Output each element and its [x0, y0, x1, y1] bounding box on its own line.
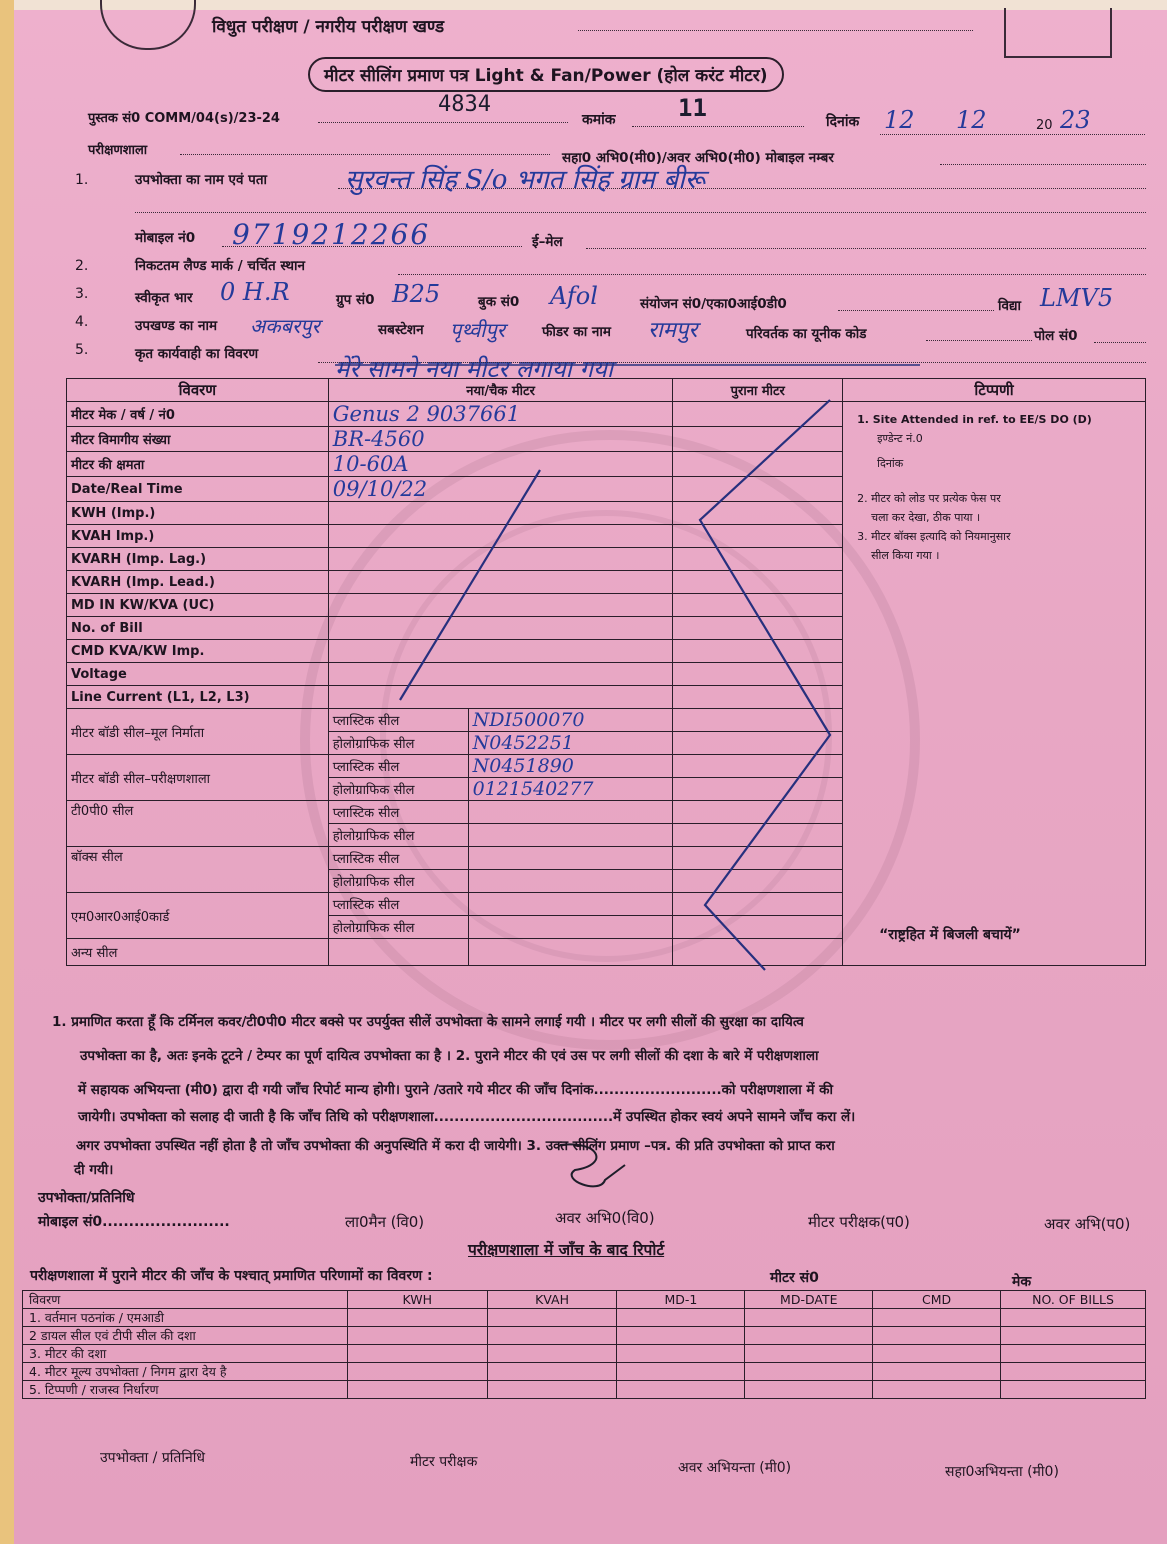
slogan: “राष्ट्रहित में बिजली बचायें” [879, 927, 1021, 943]
header-remarks: टिप्पणी [843, 379, 1146, 402]
row-label: मीटर विमागीय संख्या [67, 427, 329, 452]
footer-je: अवर अभियन्ता (मी0) [678, 1460, 792, 1476]
sig-tester: मीटर परीक्षक(प0) [808, 1213, 910, 1231]
row-label: Date/Real Time [67, 477, 329, 502]
email-label: ई–मेल [532, 234, 563, 250]
action-value: मेंरे सामने नया मीटर लगाया गया [335, 355, 614, 383]
feeder-label: फीडर का नाम [542, 324, 611, 340]
declaration-line: उपभोक्ता का है, अतः इनके टूटने / टेम्पर का पूर्ण दायित्व उपभोक्ता का है । 2. पुराने मीटर की एवं उस पर लगी सीलों की दशा के बारे में परीक्षणशाला [80, 1048, 819, 1064]
report-row: 5. टिप्पणी / राजस्व निर्धारण [23, 1381, 348, 1399]
load-value: 0 H.R [220, 278, 290, 306]
bookno-label: बुक सं0 [478, 294, 520, 310]
book-number: 4834 [438, 92, 491, 117]
report-row: 4. मीटर मूल्य उपभोक्ता / निगम द्वारा देय है [23, 1363, 348, 1381]
action-label: कृत कार्यवाही का विवरण [135, 346, 259, 362]
date-label: दिनांक [826, 114, 860, 130]
load-label: स्वीकृत भार [135, 290, 193, 306]
row-label: KWH (Imp.) [67, 502, 329, 525]
connection-label: संयोजन सं0/एका0आई0डी0 [640, 296, 787, 312]
row-label: MD IN KW/KVA (UC) [67, 594, 329, 617]
substation-label: सबस्टेशन [378, 322, 424, 338]
lab-label: परीक्षणशाला [88, 143, 148, 158]
declaration-line: अगर उपभोक्ता उपस्थित नहीं होता है तो जाँच उपभोक्ता की अनुपस्थिति में करा दी जायेगी। 3. उक्त सीलिंग प्रमाण –पत्र. की प्रति उपभोक्ता को प्राप्त करा [76, 1138, 835, 1154]
vidha-value: LMV5 [1040, 284, 1114, 312]
header-description: विवरण [67, 379, 329, 402]
group-label: ग्रुप सं0 [336, 292, 375, 308]
declaration-line: में सहायक अभियन्ता (मी0) द्वारा दी गयी जाँच रिपोर्ट मान्य होगी। पुराने /उतारे गये मीटर की जाँच दिनांक.........................को परीक्षणशाला में की [78, 1082, 834, 1098]
vidha-label: विद्या [998, 298, 1022, 314]
pole-label: पोल सं0 [1034, 328, 1078, 344]
meter-details-table: विवरण नया/चैक मीटर पुराना मीटर टिप्पणी मीटर मेक / वर्ष / नं0 Genus 2 9037661 1. Site Attended in ref. to EE/S DO (D) इण्डेन्ट नं.0 दिनांक 2. मीटर को लोड पर प्रत्येक फेस पर चला कर देखा, ठीक पाया । 3. मीटर बॉक्स इत्यादि को नियमानुसार सील किया गया । “राष्ट्रहित में बिजली बचायें” मीटर विमागीय संख्या BR-4560 मीटर की क्षमता 10-60A Date/Real Time 09/10/22 KWH (Imp.) KVAH Imp.) KVARH (Imp. Lag.) KVARH (Imp. Lead.) MD IN KW/KVA (UC) No. of Bill CMD KVA/KW Imp. Voltage Line Current (L1, L2, L3) मीटर बॉडी सील–मूल निर्माता प्लास्टिक सील NDI500070 होलोग्राफिक सील N0452251 मीटर बॉडी सील–परीक्षणशाला प्लास्टिक सील N0451890 होलोग्राफिक सील 0121540277 टी0पी0 सील प्लास्टिक सील होलोग्राफिक सील बॉक्स सील प्लास्टिक सील होलोग्राफिक सील एम0आर0आई0कार्ड प्लास्टिक सील होलोग्राफिक सील अन्य सील [66, 378, 1146, 966]
declaration-line: दी गयी। [74, 1162, 114, 1178]
report-row: 2 डायल सील एवं टीपी सील की दशा [23, 1327, 348, 1345]
date-year: 23 [1060, 106, 1091, 134]
serial-number: 11 [678, 94, 707, 122]
row-label: CMD KVA/KW Imp. [67, 640, 329, 663]
row-label: KVAH Imp.) [67, 525, 329, 548]
subdivision-label: उपखण्ड का नाम [135, 318, 218, 334]
declaration-line: 1. प्रमाणित करता हूँ कि टर्मिनल कवर/टी0पी0 मीटर बक्से पर उपर्युक्त सीलें उपभोक्ता के सामने लगाई गयी । मीटर पर लगी सीलों की सुरक्षा का दायित्व [52, 1014, 804, 1030]
header-old-meter: पुराना मीटर [673, 379, 843, 402]
date-month: 12 [956, 106, 987, 134]
date-year-prefix: 20 [1036, 118, 1053, 133]
lab-report-heading: परीक्षणशाला में जाँच के बाद रिपोर्ट [468, 1241, 665, 1259]
transformer-label: परिवर्तक का यूनीक कोड [746, 326, 867, 342]
sig-lineman: ला0मैन (वि0) [345, 1213, 425, 1231]
report-row: 3. मीटर की दशा [23, 1345, 348, 1363]
date-day: 12 [884, 106, 915, 134]
make-label: मेक [1012, 1274, 1032, 1290]
row-label: KVARH (Imp. Lag.) [67, 548, 329, 571]
report-row: 1. वर्तमान पठनांक / एमआडी [23, 1309, 348, 1327]
group-value: B25 [392, 280, 441, 308]
feeder-value: रामपुर [648, 318, 698, 343]
footer-consumer: उपभोक्ता / प्रतिनिधि [100, 1450, 206, 1466]
seal-group-label: टी0पी0 सील [67, 801, 329, 847]
mobile-value: 9719212266 [232, 218, 431, 251]
footer-ae: सहा0अभियन्ता (मी0) [945, 1464, 1059, 1480]
seal-group-label: बॉक्स सील [67, 847, 329, 893]
row-label: Voltage [67, 663, 329, 686]
header-new-meter: नया/चैक मीटर [328, 379, 673, 402]
serial-label: कमांक [582, 112, 616, 128]
mobile-label: मोबाइल नं0 [135, 230, 196, 246]
declaration-line: जायेगी। उपभोक्ता को सलाह दी जाती है कि जाँच तिथि को परीक्षणशाला...................................में उपस्थित होकर स्वयं अपने सामने जाँच करा लें। [78, 1109, 856, 1125]
row-label: मीटर मेक / वर्ष / नं0 [67, 402, 329, 427]
sig-consumer-mobile: मोबाइल सं0........................ [38, 1214, 230, 1230]
substation-value: पृथ्वीपुर [450, 318, 505, 342]
landmark-label: निकटतम लैण्ड मार्क / चर्चित स्थान [135, 258, 306, 274]
book-label: पुस्तक सं0 COMM/04(s)/23-24 [88, 111, 280, 126]
org-line: विधुत परीक्षण / नगरीय परीक्षण खण्ड [212, 17, 445, 37]
bookno-value: Afol [550, 282, 598, 310]
row-new-value: Genus 2 9037661 [328, 402, 673, 427]
sig-je-p: अवर अभि(प0) [1044, 1215, 1131, 1233]
sig-consumer: उपभोक्ता/प्रतिनिधि [38, 1190, 135, 1206]
form-title: मीटर सीलिंग प्रमाण पत्र Light & Fan/Power (होल करंट मीटर) [308, 57, 784, 92]
meter-no-label: मीटर सं0 [770, 1270, 819, 1286]
footer-tester: मीटर परीक्षक [410, 1454, 478, 1470]
lab-report-subheading: परीक्षणशाला में पुराने मीटर की जाँच के पश्चात् प्रमाणित परिणामों का विवरण : [30, 1268, 433, 1284]
sig-je: अवर अभि0(वि0) [555, 1209, 655, 1227]
certificate-page: विधुत परीक्षण / नगरीय परीक्षण खण्ड मीटर सीलिंग प्रमाण पत्र Light & Fan/Power (होल करंट मीटर) पुस्तक सं0 COMM/04(s)/23-24 4834 कमांक 11 दिनांक 12 12 20 23 परीक्षणशाला सहा0 अभि0(मी0)/अवर अभि0(मी0) मोबाइल नम्बर 1. उपभोक्ता का नाम एवं पता सुरवन्त सिंह S/o भगत सिंह ग्राम बीरू मोबाइल नं0 9719212266 ई–मेल 2. निकटतम लैण्ड मार्क / चर्चित स्थान 3. स्वीकृत भार 0 H.R ग्रुप सं0 B25 बुक सं0 Afol संयोजन सं0/एका0आई0डी0 विद्या LMV5 4. उपखण्ड का नाम अकबरपुर सबस्टेशन पृथ्वीपुर फीडर का नाम रामपुर परिवर्तक का यूनीक कोड पोल सं0 5. कृत कार्यवाही का विवरण मेंरे सामने नया मीटर लगाया गया विवरण नया/चैक मीटर पुराना मीटर टिप्पणी मीटर मेक / वर्ष / नं0 Genus 2 9037661 1. Site Attended in ref. to EE/S DO (D) इण्डेन्ट नं.0 दिनांक 2. मीटर को लोड पर प्रत्येक फेस पर चला कर देखा, ठीक पाया । 3. मीटर बॉक्स इत्यादि को नियमानुसार सील किया गया । “राष्ट्रहित में बिजली बचायें” मीटर विमागीय संख्या BR-4560 मीटर की क्षमता 10-60A Date/Real Time 09/10/22 KWH (Imp.) KVAH Imp.) KVARH (Imp. Lag.) KVARH (Imp. Lead.) MD IN KW/KVA (UC) No. of Bill CMD KVA/KW Imp. Voltage Line Current (L1, L2, L3) मीटर बॉडी सील–मूल निर्माता प्लास्टिक सील NDI500070 होलोग्राफिक सील N0452251 मीटर बॉडी सील–परीक्षणशाला प्लास्टिक सील N0451890 होलोग्राफिक सील 0121540277 टी0पी0 सील प्लास्टिक सील होलोग्राफिक सील बॉक्स सील प्लास्टिक सील होलोग्राफिक सील एम0आर0आई0कार्ड प्लास्टिक सील होलोग्राफिक सील अन्य सील 1. प्रमाणित करता हूँ कि टर्मिनल कवर/टी0पी0 मीटर बक्से पर उपर्युक्त सीलें उपभोक्ता के सामने लगाई गयी । मीटर पर लगी सीलों की सुरक्षा का दायित्व उपभोक्ता का है, अतः इनके टूटने / टेम्पर का पूर्ण दायित्व उपभोक्ता का है । 2. पुराने मीटर की एवं उस पर लगी सीलों की दशा के बारे में परीक्षणशाला में सहायक अभियन्ता (मी0) द्वारा दी गयी जाँच रिपोर्ट मान्य होगी। पुराने /उतारे गये मीटर की जाँच दिनांक.........................को परीक्षणशाला में की जायेगी। उपभोक्ता को सलाह दी जाती है कि जाँच तिथि को परीक्षणशाला...................................में उपस्थित होकर स्वयं अपने सामने जाँच करा लें। अगर उपभोक्ता उपस्थित नहीं होता है तो जाँच उपभोक्ता की अनुपस्थिति में करा दी जायेगी। 3. उक्त सीलिंग प्रमाण –पत्र. की प्रति उपभोक्ता को प्राप्त करा दी गयी। उपभोक्ता/प्रतिनिधि मोबाइल सं0........................ ला0मैन (वि0) अवर अभि0(वि0) मीटर परीक्षक(प0) अवर अभि(प0) परीक्षणशाला में जाँच के बाद रिपोर्ट परीक्षणशाला में पुराने मीटर की जाँच के पश्चात् प्रमाणित परिणामों का विवरण : मीटर सं0 मेक विवरण KWH KVAH MD-1 MD-DATE CMD NO. OF BILLS 1. वर्तमान पठनांक / एमआडी 2 डायल सील एवं टीपी सील की दशा 3. मीटर की दशा 4. मीटर मूल्य उपभोक्ता / निगम द्वारा देय है 5. टिप्पणी / राजस्व निर्धारण उपभोक्ता / प्रतिनिधि मीटर परीक्षक अवर अभियन्ता (मी0) सहा0अभियन्ता (मी0) [0, 0, 1167, 1544]
other-seal-label: अन्य सील [67, 939, 329, 966]
row-label: Line Current (L1, L2, L3) [67, 686, 329, 709]
remarks-cell: 1. Site Attended in ref. to EE/S DO (D) इण्डेन्ट नं.0 दिनांक 2. मीटर को लोड पर प्रत्येक फेस पर चला कर देखा, ठीक पाया । 3. मीटर बॉक्स इत्यादि को नियमानुसार सील किया गया । “राष्ट्रहित में बिजली बचायें” [843, 402, 1146, 966]
seal-group-label: मीटर बॉडी सील–मूल निर्माता [67, 709, 329, 755]
consumer-name-label: उपभोक्ता का नाम एवं पता [135, 172, 268, 188]
consumer-name-value: सुरवन्त सिंह S/o भगत सिंह ग्राम बीरू [345, 165, 706, 195]
row-label: No. of Bill [67, 617, 329, 640]
row-label: मीटर की क्षमता [67, 452, 329, 477]
row-label: KVARH (Imp. Lead.) [67, 571, 329, 594]
seal-group-label: मीटर बॉडी सील–परीक्षणशाला [67, 755, 329, 801]
lab-report-table: विवरण KWH KVAH MD-1 MD-DATE CMD NO. OF BILLS 1. वर्तमान पठनांक / एमआडी 2 डायल सील एवं टीपी सील की दशा 3. मीटर की दशा 4. मीटर मूल्य उपभोक्ता / निगम द्वारा देय है 5. टिप्पणी / राजस्व निर्धारण [22, 1290, 1146, 1399]
seal-group-label: एम0आर0आई0कार्ड [67, 893, 329, 939]
subdivision-value: अकबरपुर [250, 314, 320, 338]
lab-mobile-label: सहा0 अभि0(मी0)/अवर अभि0(मी0) मोबाइल नम्बर [562, 150, 834, 166]
